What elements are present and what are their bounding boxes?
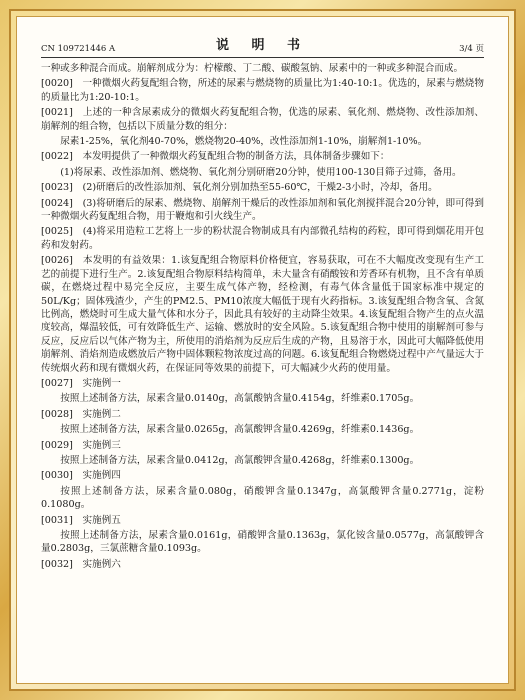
- page-number: 3/4 页: [459, 44, 484, 54]
- paragraph: [0021] 上述的一种含尿素成分的微烟火药复配组合物，优选的尿素、氧化剂、燃烧物、改性添加剂、崩解剂的组合物，包括以下质量分数的组分：: [41, 107, 484, 132]
- paragraph: [0024] (3)将研磨后的尿素、燃烧物、崩解剂干燥后的改性添加剂和氧化剂搅拌混合20分钟，即可得到一种微烟火药复配组合物，用于鞭炮和引火线生产。: [41, 197, 484, 223]
- paragraph: [0032] 实施例六: [41, 558, 121, 570]
- paragraph: 按照上述制备方法，尿素含量0.0140g，高氯酸钠含量0.4154g，纤维素0.1705g。: [60, 393, 420, 405]
- paragraph: (1)将尿素、改性添加剂、燃烧物、氧化剂分别研磨20分钟，使用100-130目筛子过筛，备用。: [60, 166, 462, 178]
- page-title: 说 明 书: [215, 38, 310, 53]
- patent-number: CN 109721446 A: [41, 44, 116, 54]
- paragraph: [0031] 实施例五: [41, 514, 121, 526]
- paragraph: 尿素1-25%，氧化剂40-70%，燃烧物20-40%，改性添加剂1-10%，崩解剂1-10%。: [60, 136, 428, 148]
- paragraph: [0027] 实施例一: [41, 377, 121, 389]
- page-header: [41, 39, 484, 55]
- paragraph: [0030] 实施例四: [41, 470, 121, 482]
- frame-inner-border: [9, 9, 516, 691]
- paragraph: [0028] 实施例二: [41, 408, 121, 420]
- paragraph: 按照上述制备方法，尿素含量0.0161g，硝酸钾含量0.1363g，氯化铵含量0.0577g，高氯酸钾含量0.2803g，三氯蔗糖含量0.1093g。: [41, 530, 484, 555]
- paragraph: 按照上述制备方法，尿素含量0.080g，硝酸钾含量0.1347g，高氯酸钾含量0.2771g，淀粉0.1080g。: [41, 485, 484, 511]
- document-page: [16, 16, 509, 684]
- paragraph: [0025] (4)将采用造粒工艺将上一步的粉状混合物制成具有内部微孔结构的药粒，即可得到烟花用开包药和发射药。: [41, 226, 484, 251]
- paragraph: [0029] 实施例三: [41, 439, 121, 451]
- paragraph: [0020] 一种微烟火药复配组合物，所述的尿素与燃烧物的质量比为1:40-10:1。优选的，尿素与燃烧物的质量比为1:20-10:1。: [41, 78, 484, 103]
- paragraph: [0023] (2)研磨后的改性添加剂、氧化剂分别加热至55-60℃，干燥2-3小时，冷却，备用。: [41, 182, 438, 194]
- document-body: [41, 62, 484, 571]
- header-rule: [41, 57, 484, 58]
- paragraph: 按照上述制备方法，尿素含量0.0412g，高氯酸钾含量0.4268g，纤维素0.1300g。: [60, 454, 420, 466]
- paragraph: [0022] 本发明提供了一种微烟火药复配组合物的制备方法，具体制备步骤如下：: [41, 151, 390, 163]
- paragraph: [0026] 本发明的有益效果：1.该复配组合物原料价格便宜，容易获取，可在不大幅度改变现有生产工艺的前提下进行生产。2.该复配组合物原料结构简单，未大量含有硝酸铵和芳香环有机物，且不含有单质碳，在燃烧过程中易完全反应，主要生成气体产物，经检测，有毒气体含量低于国家标准中规定的50L/Kg；固体残渣少，产生的PM2.5、PM10浓度大幅低于现有火药指标。3.该复配组合物含氧、含氮比例高，燃烧时可生成大量气体和水分子，因此具有较好的主动降尘效果。4.该复配组合物产生的点火温度较高，爆温较低，可有效降低生产、运输、燃放时的安全风险。5.该复配组合物中使用的崩解剂可参与反应，反应后以气体产物为主，所使用的消焰剂为反应后生成的产物，且易溶于水，因此可大幅降低使用崩解剂、消焰剂造成燃放后产物中固体颗粒物浓度过高的问题。6.该复配组合物燃烧过程中产气量远大于传统烟火药和现有微烟火药，在保证同等效果的前提下，可大幅减少火药的使用量。: [41, 255, 484, 374]
- paragraph: 一种或多种混合而成。崩解剂成分为：柠檬酸、丁二酸、碳酸氢钠、尿素中的一种或多种混合而成。: [41, 63, 464, 74]
- paragraph: 按照上述制备方法，尿素含量0.0265g，高氯酸钾含量0.4269g，纤维素0.1436g。: [60, 424, 420, 436]
